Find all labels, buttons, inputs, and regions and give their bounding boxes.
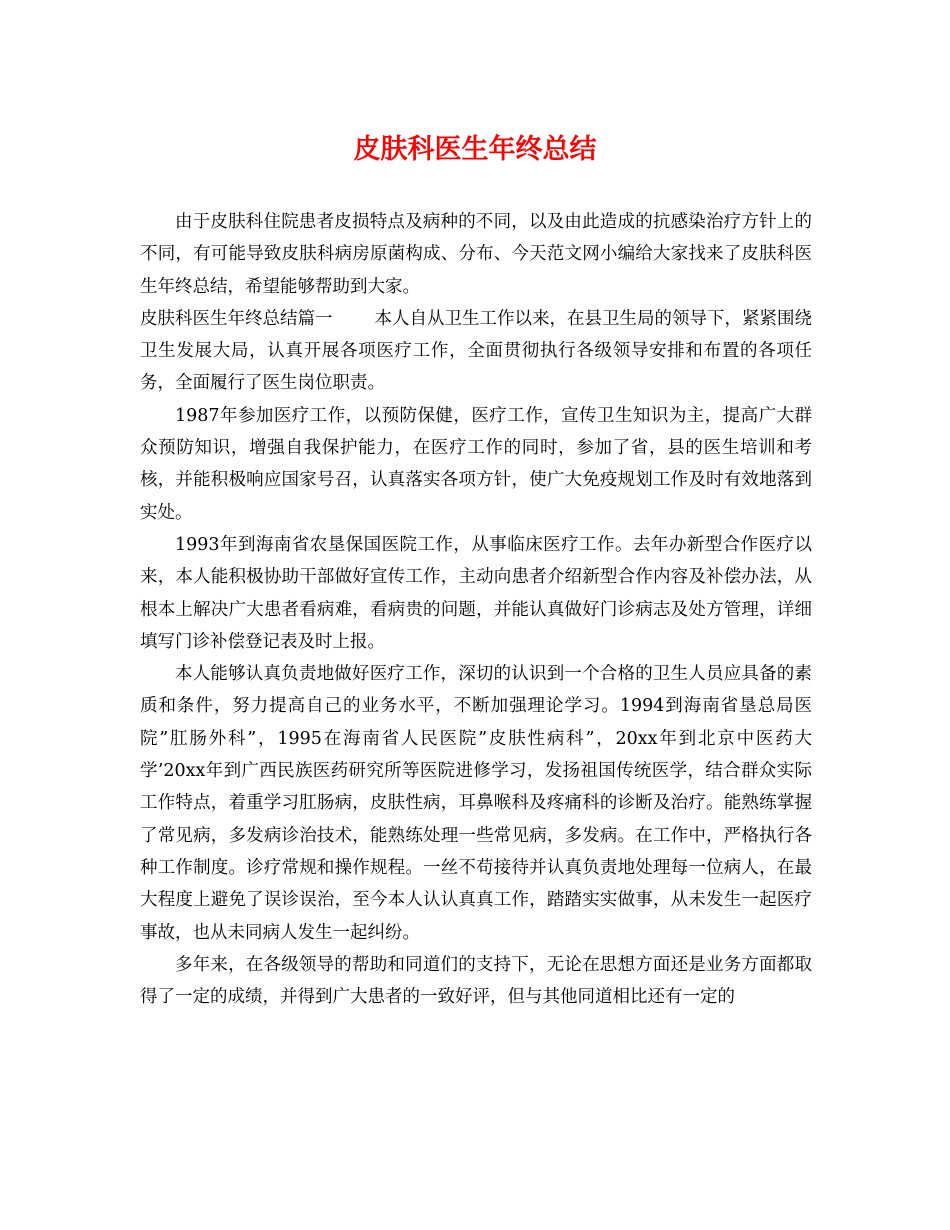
- document-body: [140, 206, 812, 1013]
- paragraph-1993: 1993年到海南省农垦保国医院工作，从事临床医疗工作。去年办新型合作医疗以来，本人能积极协助干部做好宣传工作，主动向患者介绍新型合作内容及补偿办法，从根本上解决广大患者看病难，看病贵的问题，并能认真做好门诊病志及处方管理，详细填写门诊补偿登记表及时上报。: [140, 534, 812, 652]
- section-heading: 皮肤科医生年终总结篇一: [140, 308, 333, 329]
- paragraph-intro: 由于皮肤科住院患者皮损特点及病种的不同，以及由此造成的抗感染治疗方针上的不同，有可能导致皮肤科病房原菌构成、分布、今天范文网小编给大家找来了皮肤科医生年终总结，希望能够帮助到大家。: [140, 212, 812, 297]
- paragraph-1987: 1987年参加医疗工作，以预防保健，医疗工作，宣传卫生知识为主，提高广大群众预防知识，增强自我保护能力，在医疗工作的同时，参加了省，县的医生培训和考核，并能积极响应国家号召，认真落实各项方针，使广大免疫规划工作及时有效地落到实处。: [140, 405, 812, 523]
- document-title: 皮肤科医生年终总结: [353, 134, 597, 165]
- paragraph-summary: 多年来，在各级领导的帮助和同道们的支持下，无论在思想方面还是业务方面都取得了一定的成绩，并得到广大患者的一致好评，但与其他同道相比还有一定的: [140, 954, 812, 1008]
- section-text: 本人自从卫生工作以来，在县卫生局的领导下，紧紧围绕卫生发展大局，认真开展各项医疗工作，全面贯彻执行各级领导安排和布置的各项任务，全面履行了医生岗位职责。: [140, 308, 812, 394]
- section-paragraph: [140, 303, 812, 400]
- paragraph-training: 本人能够认真负责地做好医疗工作，深切的认识到一个合格的卫生人员应具备的素质和条件，努力提高自己的业务水平，不断加强理论学习。1994到海南省垦总局医院”肛肠外科”，1995在海南省人民医院”皮肤性病科”，20xx年到北京中医药大学’20xx年到广西民族医药研究所等医院进修学习，发扬祖国传统医学，结合群众实际工作特点，着重学习肛肠病，皮肤性病，耳鼻喉科及疼痛科的诊断及治疗。能熟练掌握了常见病，多发病诊治技术，能熟练处理一些常见病，多发病。在工作中，严格执行各种工作制度。诊疗常规和操作规程。一丝不苟接待并认真负责地处理每一位病人，在最大程度上避免了误诊误治，至今本人认认真真工作，踏踏实实做事，从未发生一起医疗事故，也从未同病人发生一起纠纷。: [140, 664, 812, 943]
